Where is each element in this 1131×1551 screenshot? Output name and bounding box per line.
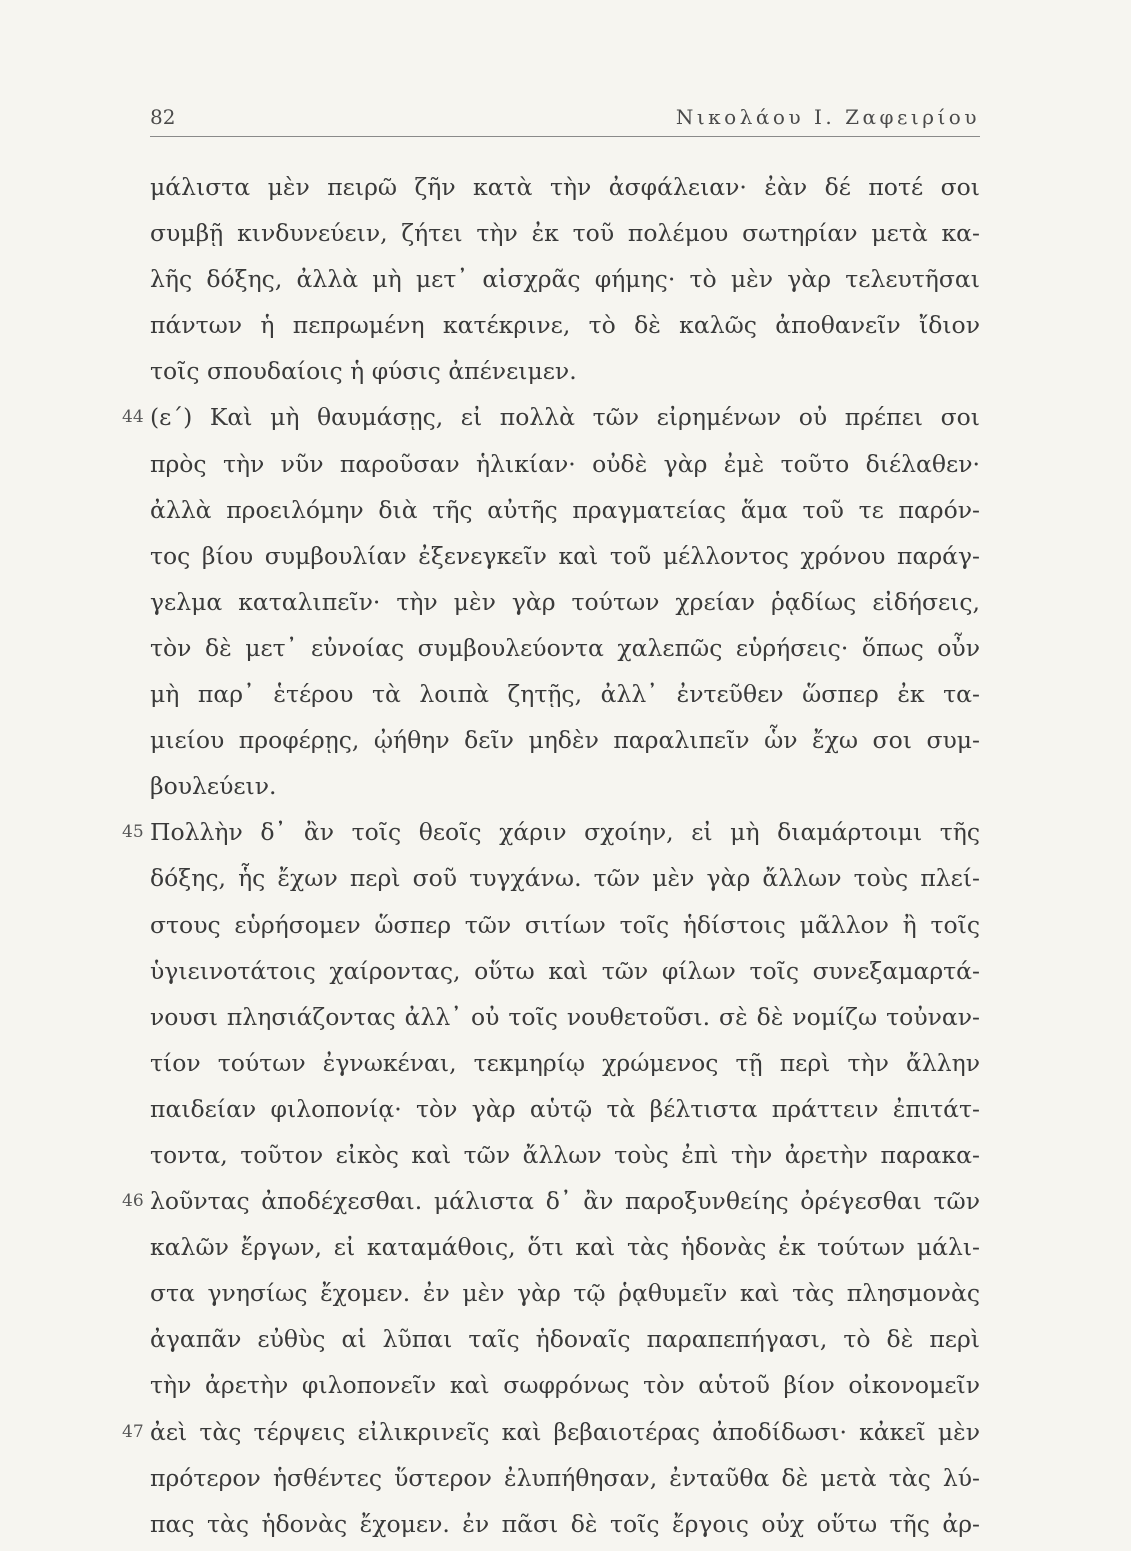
line-text: ἀγαπᾶν εὐθὺς αἱ λῦπαι ταῖς ἡδοναῖς παραπεπήγασι, τὸ δὲ περὶ (150, 1325, 980, 1354)
text-line (0, 1274, 1131, 1320)
text-line (0, 491, 1131, 537)
line-text: στους εὑρήσομεν ὥσπερ τῶν σιτίων τοῖς ἡδίστοις μᾶλλον ἢ τοῖς (150, 910, 980, 939)
line-text: μιείου προφέρῃς, ᾠήθην δεῖν μηδὲν παραλιπεῖν ὧν ἔχω σοι συμ- (150, 726, 980, 755)
line-text: καλῶν ἔργων, εἰ καταμάθοις, ὅτι καὶ τὰς ἡδονὰς ἐκ τούτων μάλι- (150, 1233, 980, 1262)
text-line (0, 260, 1131, 306)
body-text (0, 168, 1131, 1551)
margin-section-number: 46 (122, 1191, 144, 1212)
text-line (0, 675, 1131, 721)
line-text: ὑγιεινοτάτοις χαίροντας, οὕτω καὶ τῶν φίλων τοῖς συνεξαμαρτά- (150, 956, 980, 985)
line-text: ἀλλὰ προειλόμην διὰ τῆς αὐτῆς πραγματείας ἅμα τοῦ τε παρόν- (150, 495, 980, 524)
line-text: τίον τούτων ἐγνωκέναι, τεκμηρίῳ χρώμενος τῇ περὶ τὴν ἄλλην (150, 1048, 980, 1077)
text-line (0, 721, 1131, 767)
text-line (0, 952, 1131, 998)
line-text: μάλιστα μὲν πειρῶ ζῆν κατὰ τὴν ἀσφάλειαν· ἐὰν δέ ποτέ σοι (150, 173, 980, 201)
text-line (0, 859, 1131, 905)
text-line (0, 1505, 1131, 1551)
line-text: συμβῇ κινδυνεύειν, ζήτει τὴν ἐκ τοῦ πολέμου σωτηρίαν μετὰ κα- (150, 219, 980, 248)
text-line (0, 1228, 1131, 1274)
line-text: Πολλὴν δ᾽ ἂν τοῖς θεοῖς χάριν σχοίην, εἰ μὴ διαμάρτοιμι τῆς (150, 818, 980, 847)
line-text: τὴν ἀρετὴν φιλοπονεῖν καὶ σωφρόνως τὸν αὑτοῦ βίον οἰκονομεῖν (150, 1371, 980, 1400)
text-line (0, 1090, 1131, 1136)
line-text: πας τὰς ἡδονὰς ἔχομεν. ἐν πᾶσι δὲ τοῖς ἔργοις οὐχ οὕτω τῆς ἀρ- (150, 1509, 980, 1538)
text-line (0, 583, 1131, 629)
line-text: στα γνησίως ἔχομεν. ἐν μὲν γὰρ τῷ ῥᾳθυμεῖν καὶ τὰς πλησμονὰς (150, 1279, 980, 1308)
line-text: πάντων ἡ πεπρωμένη κατέκρινε, τὸ δὲ καλῶς ἀποθανεῖν ἴδιον (150, 311, 980, 340)
text-line (0, 906, 1131, 952)
line-text: βουλεύειν. (150, 772, 277, 801)
line-text: (ε΄) Καὶ μὴ θαυμάσῃς, εἰ πολλὰ τῶν εἰρημένων οὐ πρέπει σοι (150, 403, 980, 432)
line-text: πρὸς τὴν νῦν παροῦσαν ἡλικίαν· οὐδὲ γὰρ ἐμὲ τοῦτο διέλαθεν· (150, 449, 980, 478)
line-text: τὸν δὲ μετ᾽ εὐνοίας συμβουλεύοντα χαλεπῶς εὑρήσεις· ὅπως οὖν (150, 633, 980, 662)
text-line (0, 1136, 1131, 1182)
page-number: 82 (150, 105, 176, 129)
line-text: ἀεὶ τὰς τέρψεις εἰλικρινεῖς καὶ βεβαιοτέρας ἀποδίδωσι· κἀκεῖ μὲν (150, 1417, 980, 1446)
line-text: λῆς δόξης, ἀλλὰ μὴ μετ᾽ αἰσχρᾶς φήμης· τὸ μὲν γὰρ τελευτῆσαι (150, 265, 980, 294)
text-line (0, 306, 1131, 352)
line-text: λοῦντας ἀποδέχεσθαι. μάλιστα δ᾽ ἂν παροξυνθείης ὀρέγεσθαι τῶν (150, 1187, 980, 1216)
line-text: μὴ παρ᾽ ἑτέρου τὰ λοιπὰ ζητῇς, ἀλλ᾽ ἐντεῦθεν ὥσπερ ἐκ τα- (150, 680, 980, 709)
text-line (0, 1044, 1131, 1090)
text-line (0, 537, 1131, 583)
text-line (0, 1459, 1131, 1505)
text-line (0, 629, 1131, 675)
line-text: νουσι πλησιάζοντας ἀλλ᾽ οὐ τοῖς νουθετοῦσι. σὲ δὲ νομίζω τοὐναν- (150, 1002, 980, 1031)
text-line (0, 398, 1131, 444)
text-line (0, 998, 1131, 1044)
margin-section-number: 44 (122, 407, 144, 428)
line-text: τοντα, τοῦτον εἰκὸς καὶ τῶν ἄλλων τοὺς ἐπὶ τὴν ἀρετὴν παρακα- (150, 1140, 980, 1169)
text-line (0, 813, 1131, 859)
text-line (0, 1320, 1131, 1366)
text-line (0, 767, 1131, 813)
margin-section-number: 47 (122, 1421, 144, 1442)
margin-section-number: 45 (122, 822, 144, 843)
text-line (0, 352, 1131, 398)
text-line (0, 1182, 1131, 1228)
text-line (0, 445, 1131, 491)
line-text: τος βίου συμβουλίαν ἐξενεγκεῖν καὶ τοῦ μέλλοντος χρόνου παράγ- (150, 541, 980, 570)
line-text: γελμα καταλιπεῖν· τὴν μὲν γὰρ τούτων χρείαν ῥᾳδίως εἰδήσεις, (150, 587, 980, 616)
text-line (0, 1366, 1131, 1412)
line-text: τοῖς σπουδαίοις ἡ φύσις ἀπένειμεν. (150, 357, 577, 386)
page-header (150, 102, 980, 137)
text-line (0, 168, 1131, 214)
line-text: δόξης, ἧς ἔχων περὶ σοῦ τυγχάνω. τῶν μὲν γὰρ ἄλλων τοὺς πλεί- (150, 864, 980, 893)
text-line (0, 214, 1131, 260)
line-text: πρότερον ἡσθέντες ὕστερον ἐλυπήθησαν, ἐνταῦθα δὲ μετὰ τὰς λύ- (150, 1463, 980, 1492)
line-text: παιδείαν φιλοπονίᾳ· τὸν γὰρ αὑτῷ τὰ βέλτιστα πράττειν ἐπιτάτ- (150, 1094, 980, 1123)
text-line (0, 1413, 1131, 1459)
running-head: Νικολάου Ι. Ζαφειρίου (675, 105, 980, 129)
